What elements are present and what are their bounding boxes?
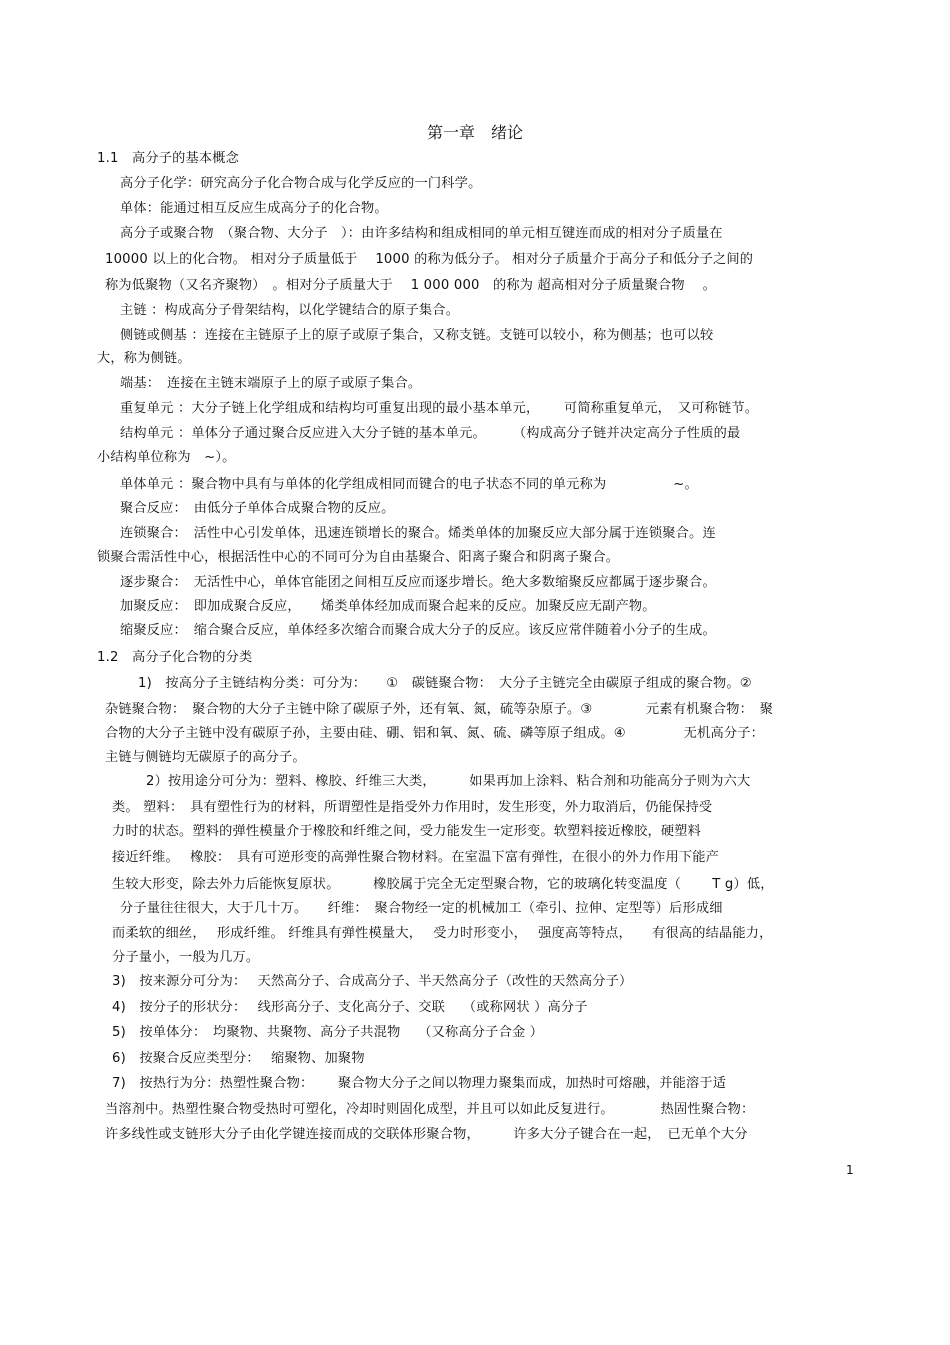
section-heading: 1.1 高分子的基本概念 <box>97 151 240 166</box>
text-line: 大，称为侧链。 <box>97 351 191 366</box>
text-line: 主链与侧链均无碳原子的高分子。 <box>105 750 306 765</box>
text-line: 主链 ：构成高分子骨架结构，以化学键结合的原子集合。 <box>120 303 460 318</box>
text-line: 锁聚合需活性中心，根据活性中心的不同可分为自由基聚合、阳离子聚合和阴离子聚合。 <box>97 550 620 565</box>
list-item: 3) 按来源分可分为： 天然高分子、合成高分子、半天然高分子（改性的天然高分子） <box>112 974 633 989</box>
text-line: 而柔软的细丝， 形成纤维。 纤维具有弹性模量大， 受力时形变小， 强度高等特点， 有很高的结晶能力， <box>112 926 773 941</box>
text-line: 许多线性或支链形大分子由化学键连接而成的交联体形聚合物， 许多大分子键合在一起， 已无单个大分 <box>105 1127 748 1142</box>
text-line: 高分子化学：研究高分子化合物合成与化学反应的一门科学。 <box>120 176 482 191</box>
list-item: 7) 按热行为分：热塑性聚合物： 聚合物大分子之间以物理力聚集而成，加热时可熔融，并能溶于适 <box>112 1076 727 1091</box>
text-line: 高分子或聚合物 （聚合物、大分子 ）：由许多结构和组成相同的单元相互键连而成的相对分子质量在 <box>120 226 723 241</box>
list-item: 5) 按单体分： 均聚物、共聚物、高分子共混物 （又称高分子合金 ） <box>112 1025 544 1040</box>
text-line: 缩聚反应： 缩合聚合反应，单体经多次缩合而聚合成大分子的反应。该反应常伴随着小分子的生成。 <box>120 623 716 638</box>
text-line: 单体单元 ：聚合物中具有与单体的化学组成相同而键合的电子状态不同的单元称为 ~。 <box>120 477 698 492</box>
text-line: 分子量往往很大，大于几十万。 纤维： 聚合物经一定的机械加工（牵引、拉伸、定型等）后形成细 <box>120 901 723 916</box>
text-line: 合物的大分子主链中没有碳原子孙，主要由硅、硼、铝和氧、氮、硫、磷等原子组成。④ 无机高分子： <box>105 726 765 741</box>
text-line: 接近纤维。 橡胶： 具有可逆形变的高弹性聚合物材料。在室温下富有弹性，在很小的外力作用下能产 <box>112 850 720 865</box>
text-line: 重复单元 ：大分子链上化学组成和结构均可重复出现的最小基本单元， 可简称重复单元， 又可称链节。 <box>120 401 759 416</box>
text-line: 分子量小，一般为几万。 <box>112 950 260 965</box>
text-line: 类。 塑料： 具有塑性行为的材料，所谓塑性是指受外力作用时，发生形变，外力取消后，仍能保持受 <box>112 800 713 815</box>
text-line: 杂链聚合物： 聚合物的大分子主链中除了碳原子外，还有氧、氮，硫等杂原子。③ 元素有机聚合物： 聚 <box>105 702 774 717</box>
chapter-title: 第一章 绪论 <box>426 123 523 142</box>
text-line: 侧链或侧基 ：连接在主链原子上的原子或原子集合，又称支链。支链可以较小，称为侧基；也可以较 <box>120 328 714 343</box>
text-line: 2）按用途分可分为：塑料、橡胶、纤维三大类， 如果再加上涂料、粘合剂和功能高分子则为六大 <box>146 774 751 789</box>
list-item: 4) 按分子的形状分： 线形高分子、支化高分子、交联 （或称网状 ）高分子 <box>112 1000 588 1015</box>
text-line: 逐步聚合： 无活性中心，单体官能团之间相互反应而逐步增长。绝大多数缩聚反应都属于逐步聚合。 <box>120 575 716 590</box>
text-line: 聚合反应： 由低分子单体合成聚合物的反应。 <box>120 501 395 516</box>
text-line: 结构单元 ：单体分子通过聚合反应进入大分子链的基本单元。 （构成高分子链并决定高分子性质的最 <box>120 426 741 441</box>
text-line: 端基： 连接在主链末端原子上的原子或原子集合。 <box>120 376 422 391</box>
text-line: 10000 以上的化合物。 相对分子质量低于 1000 的称为低分子。 相对分子质量介于高分子和低分子之间的 <box>105 252 754 267</box>
text-line: 当溶剂中。热塑性聚合物受热时可塑化，冷却时则固化成型，并且可以如此反复进行。 热固性聚合物： <box>105 1102 755 1117</box>
text-line: 加聚反应： 即加成聚合反应， 烯类单体经加成而聚合起来的反应。加聚反应无副产物。 <box>120 599 656 614</box>
page-number: 1 <box>846 1163 854 1177</box>
list-item: 6) 按聚合反应类型分： 缩聚物、加聚物 <box>112 1051 365 1066</box>
section-heading: 1.2 高分子化合物的分类 <box>97 650 253 665</box>
text-line: 力时的状态。塑料的弹性模量介于橡胶和纤维之间，受力能发生一定形变。软塑料接近橡胶，硬塑料 <box>112 824 702 839</box>
text-line: 单体：能通过相互反应生成高分子的化合物。 <box>120 201 388 216</box>
text-line: 称为低聚物（又名齐聚物） 。相对分子质量大于 1 000 000 的称为 超高相对分子质量聚合物 。 <box>105 278 716 293</box>
text-line: 生较大形变，除去外力后能恢复原状。 橡胶属于完全无定型聚合物，它的玻璃化转变温度（ T g）低， <box>112 877 774 892</box>
text-line: 1) 按高分子主链结构分类：可分为： ① 碳链聚合物： 大分子主链完全由碳原子组成的聚合物。② <box>138 676 752 691</box>
text-line: 连锁聚合： 活性中心引发单体，迅速连锁增长的聚合。烯类单体的加聚反应大部分属于连锁聚合。连 <box>120 526 716 541</box>
text-line: 小结构单位称为 ~）。 <box>97 450 236 465</box>
